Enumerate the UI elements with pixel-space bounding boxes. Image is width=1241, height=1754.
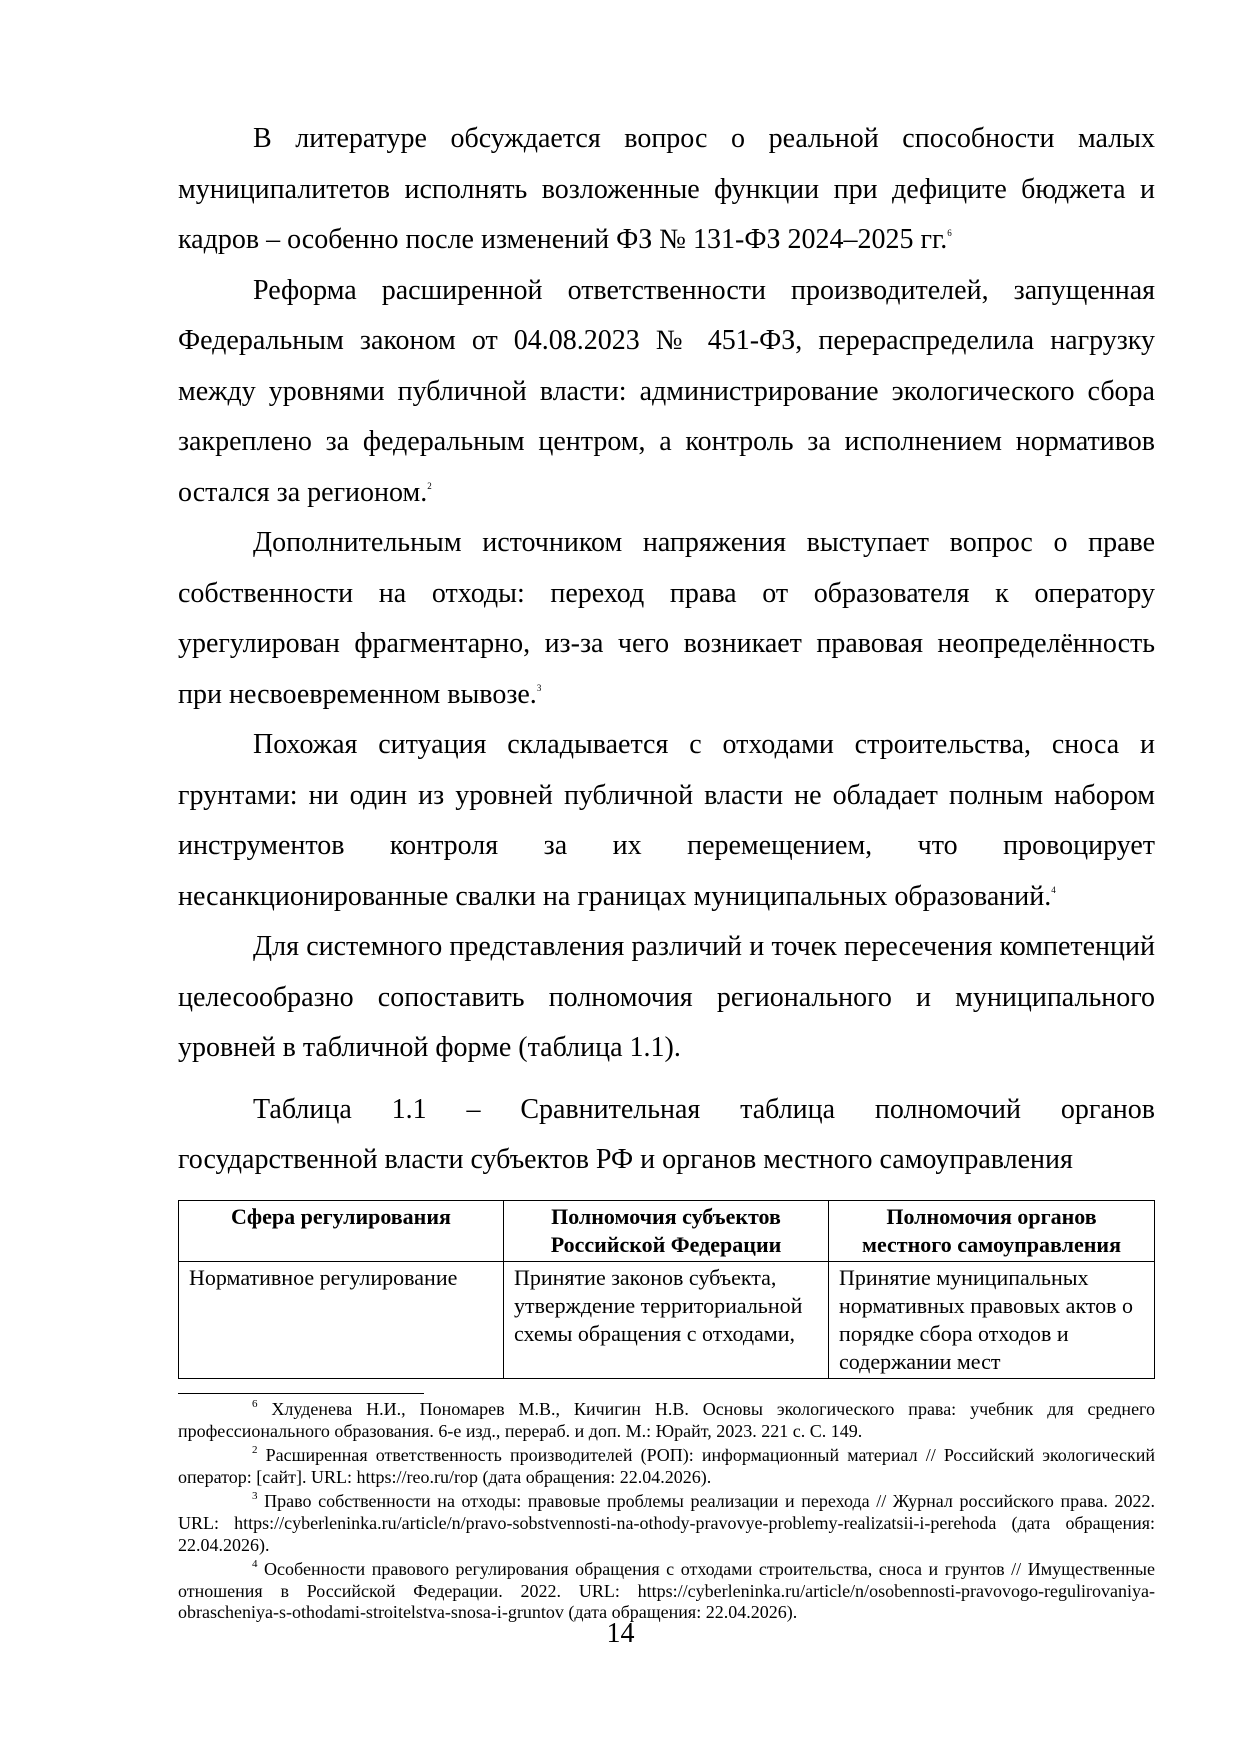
footnote-mark: 3	[252, 1490, 258, 1503]
footnote	[178, 1491, 1155, 1556]
page-number: 14	[606, 1618, 635, 1649]
footnote-ref: 6	[947, 228, 952, 238]
footnote-mark: 2	[252, 1444, 258, 1457]
footnote-mark: 4	[252, 1558, 258, 1571]
body-text	[178, 114, 1155, 1186]
table-row	[179, 1262, 1155, 1379]
footnotes	[178, 1399, 1155, 1627]
footnote	[178, 1445, 1155, 1488]
paragraph-text: В литературе обсуждается вопрос о реальной способности малых муниципалитетов исполнять возложенные функции при дефиците бюджета и кадров – особенно после изменений ФЗ № 131-ФЗ 2024–2025 гг.	[178, 123, 1155, 255]
footnote-ref: 3	[536, 682, 542, 693]
footnote-mark: 6	[252, 1398, 258, 1410]
table-cell: Принятие муниципальных нормативных правовых актов о порядке сбора отходов и содержании мест	[829, 1262, 1155, 1379]
footnote-ref: 2	[427, 480, 432, 491]
paragraph	[178, 114, 1155, 266]
table-caption: Таблица 1.1 – Сравнительная таблица полномочий органов государственной власти субъектов РФ и органов местного самоуправления	[178, 1093, 1155, 1175]
paragraph	[178, 922, 1155, 1074]
footnote	[178, 1399, 1155, 1442]
paragraph-text: Дополнительным источником напряжения выступает вопрос о праве собственности на отходы: переход права от образователя к оператору урегулирован фрагментарно, из-за чего возникает правовая неопределённость при несвоевременном вывозе.	[178, 527, 1155, 710]
table-header-row	[179, 1201, 1155, 1262]
footnote-text: Особенности правового регулирования обращения с отходами строительства, сноса и грунтов // Имущественные отношения в Российской Федерации. 2022. URL: https://cyberleninka.ru/article/n/osobennosti-pravovogo-regulirovaniya-obrascheniya-s-othodami-stroitelstva-snosa-i-gruntov (дата обращения: 22.04.2026).	[178, 1559, 1155, 1623]
paragraph-text: Для системного представления различий и точек пересечения компетенций целесообразно сопоставить полномочия регионального и муниципального уровней в табличной форме (таблица 1.1).	[178, 931, 1155, 1063]
paragraph	[178, 720, 1155, 922]
paragraph	[178, 266, 1155, 519]
footnote-text: Право собственности на отходы: правовые проблемы реализации и перехода // Журнал российского права. 2022. URL: https://cyberleninka.ru/article/n/pravo-sobstvennosti-na-othody-pravovye-problemy-realizatsii-i-perehoda (дата обращения: 22.04.2026).	[178, 1491, 1156, 1555]
table-cell: Принятие законов субъекта, утверждение территориальной схемы обращения с отходами,	[504, 1262, 829, 1379]
footnote	[178, 1559, 1155, 1624]
footnote-separator	[178, 1393, 424, 1394]
paragraph	[178, 518, 1155, 720]
paragraph-text: Похожая ситуация складывается с отходами строительства, сноса и грунтами: ни один из уровней публичной власти не обладает полным набором инструментов контроля за их перемещением, что провоцирует несанкционированные свалки на границах муниципальных образований.	[178, 729, 1155, 912]
footnote-ref: 4	[1051, 884, 1056, 895]
footnote-text: Хлуденева Н.И., Пономарев М.В., Кичигин Н.В. Основы экологического права: учебник для среднего профессионального образования. 6-е изд., перераб. и доп. М.: Юрайт, 2023. 221 с. С. 149.	[178, 1399, 1155, 1441]
column-header: Полномочия органов местного самоуправления	[829, 1201, 1155, 1262]
table-cell: Нормативное регулирование	[179, 1262, 504, 1379]
column-header: Полномочия субъектов Российской Федерации	[504, 1201, 829, 1262]
footnote-text: Расширенная ответственность производителей (РОП): информационный материал // Российский экологический оператор: [сайт]. URL: https://reo.ru/rop (дата обращения: 22.04.2026).	[178, 1445, 1156, 1487]
comparison-table	[178, 1200, 1155, 1379]
column-header: Сфера регулирования	[179, 1201, 504, 1262]
paragraph-text: Реформа расширенной ответственности производителей, запущенная Федеральным законом от 04.08.2023 № 451-ФЗ, перераспределила нагрузку между уровнями публичной власти: администрирование экологического сбора закреплено за федеральным центром, а контроль за исполнением нормативов остался за регионом.	[178, 274, 1155, 508]
